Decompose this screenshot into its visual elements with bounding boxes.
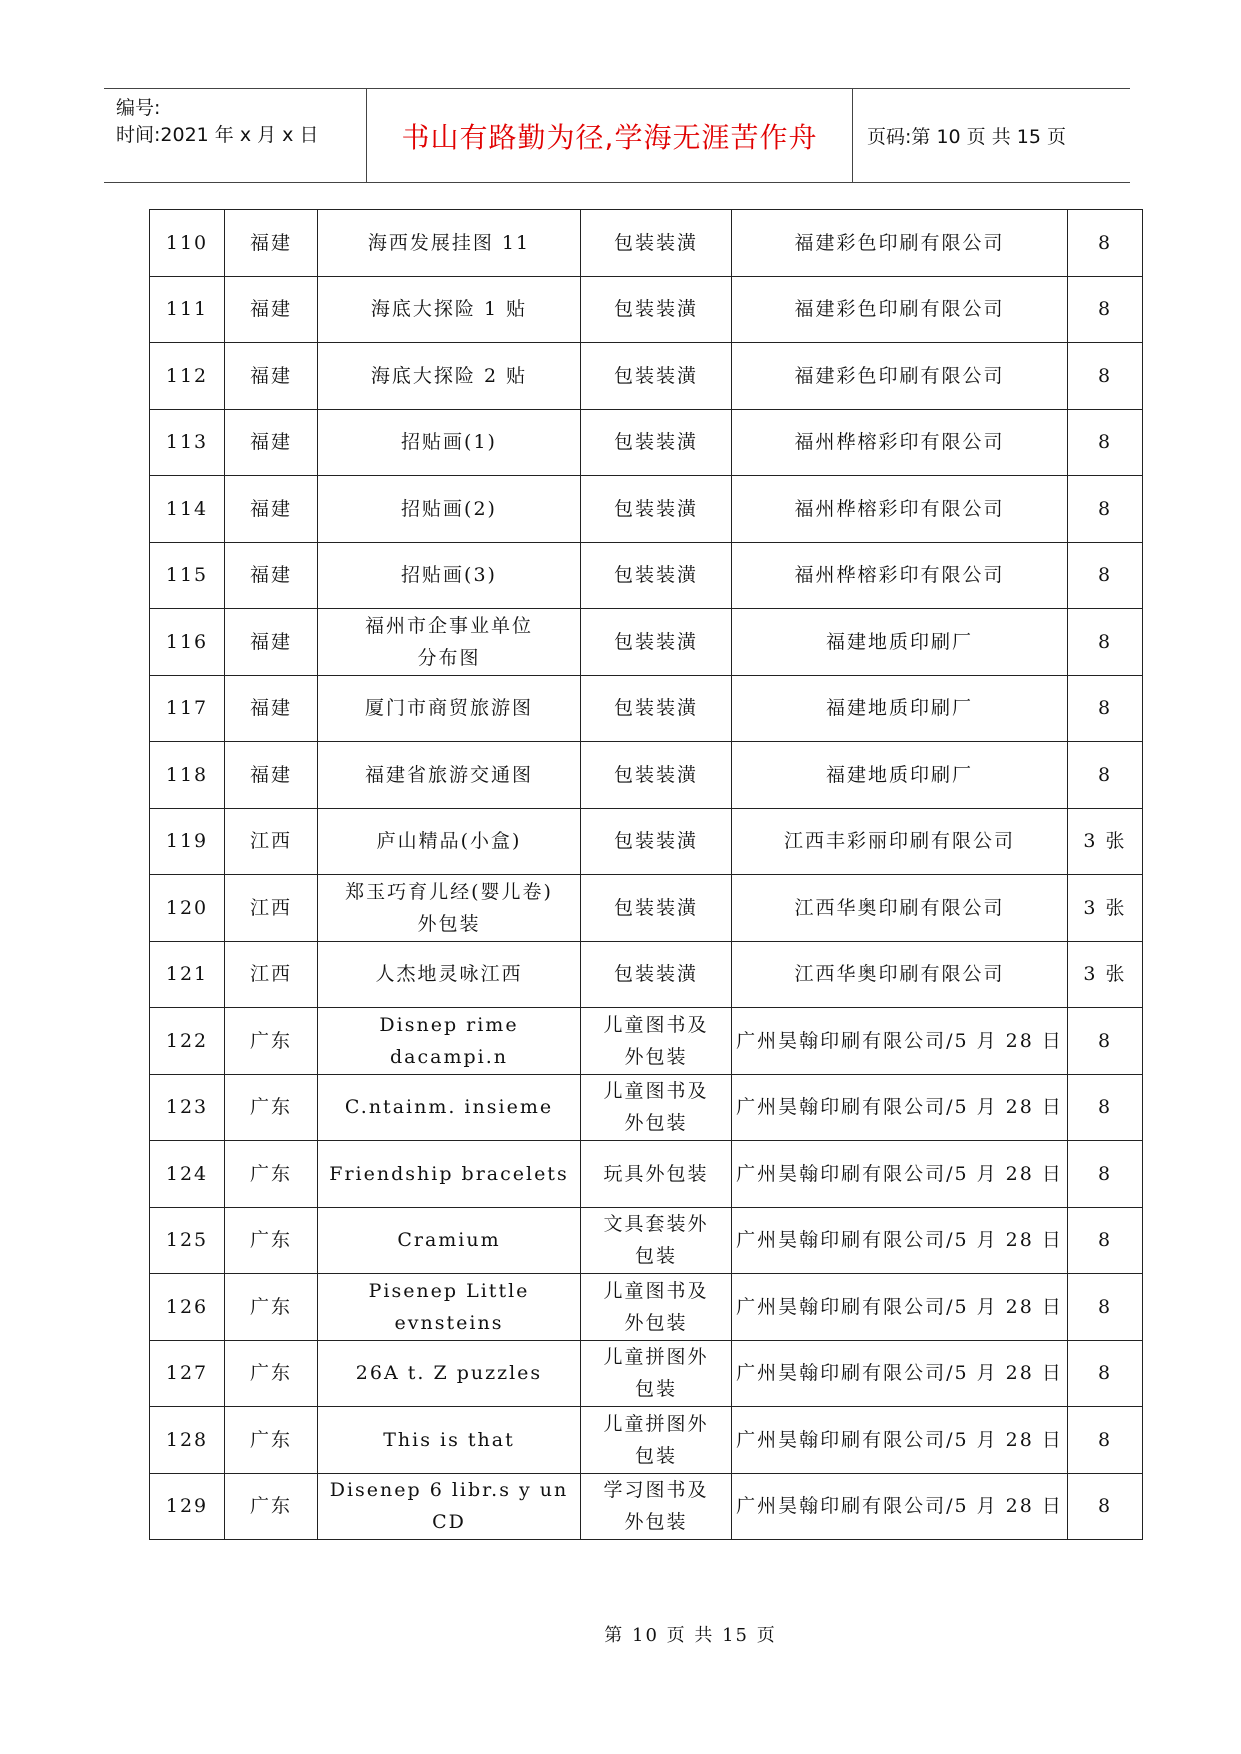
cell-company: 江西丰彩丽印刷有限公司 (732, 808, 1068, 875)
cell-category: 包装装潢 (581, 409, 732, 476)
cell-province: 福建 (225, 476, 318, 543)
cell-company: 广州昊翰印刷有限公司/5 月 28 日 (732, 1008, 1068, 1075)
cell-category: 学习图书及 外包装 (581, 1473, 732, 1540)
cell-index: 113 (150, 409, 225, 476)
cell-title: 招贴画(1) (318, 409, 581, 476)
table-row (150, 742, 1143, 809)
cell-company: 福建彩色印刷有限公司 (732, 343, 1068, 410)
product-table-body (150, 210, 1143, 1540)
cell-title: 人杰地灵咏江西 (318, 941, 581, 1008)
cell-index: 110 (150, 210, 225, 277)
cell-province: 福建 (225, 210, 318, 277)
cell-province: 江西 (225, 808, 318, 875)
cell-quantity: 8 (1068, 1340, 1143, 1407)
cell-index: 111 (150, 276, 225, 343)
cell-category: 包装装潢 (581, 276, 732, 343)
cell-quantity: 8 (1068, 1141, 1143, 1208)
table-row (150, 409, 1143, 476)
cell-index: 122 (150, 1008, 225, 1075)
table-row (150, 1340, 1143, 1407)
table-row (150, 1274, 1143, 1341)
table-row (150, 1141, 1143, 1208)
cell-company: 广州昊翰印刷有限公司/5 月 28 日 (732, 1407, 1068, 1474)
cell-province: 福建 (225, 343, 318, 410)
cell-category: 包装装潢 (581, 542, 732, 609)
table-row (150, 1074, 1143, 1141)
cell-quantity: 8 (1068, 1407, 1143, 1474)
cell-title: Disenep 6 libr.s y un CD (318, 1473, 581, 1540)
cell-quantity: 8 (1068, 210, 1143, 277)
cell-province: 福建 (225, 742, 318, 809)
cell-company: 福建地质印刷厂 (732, 742, 1068, 809)
cell-index: 115 (150, 542, 225, 609)
cell-title: 福建省旅游交通图 (318, 742, 581, 809)
cell-title: 庐山精品(小盒) (318, 808, 581, 875)
cell-index: 116 (150, 609, 225, 676)
cell-company: 广州昊翰印刷有限公司/5 月 28 日 (732, 1074, 1068, 1141)
cell-index: 119 (150, 808, 225, 875)
table-row (150, 210, 1143, 277)
cell-province: 广东 (225, 1407, 318, 1474)
cell-index: 128 (150, 1407, 225, 1474)
cell-company: 广州昊翰印刷有限公司/5 月 28 日 (732, 1340, 1068, 1407)
cell-province: 福建 (225, 675, 318, 742)
cell-title: Pisenep Little evnsteins (318, 1274, 581, 1341)
cell-category: 儿童图书及 外包装 (581, 1274, 732, 1341)
cell-category: 儿童拼图外 包装 (581, 1407, 732, 1474)
cell-index: 117 (150, 675, 225, 742)
cell-index: 114 (150, 476, 225, 543)
cell-index: 118 (150, 742, 225, 809)
cell-title: C.ntainm. insieme (318, 1074, 581, 1141)
cell-quantity: 8 (1068, 1473, 1143, 1540)
cell-title: 福州市企事业单位 分布图 (318, 609, 581, 676)
table-row (150, 476, 1143, 543)
cell-category: 包装装潢 (581, 742, 732, 809)
cell-company: 广州昊翰印刷有限公司/5 月 28 日 (732, 1274, 1068, 1341)
cell-quantity: 8 (1068, 1074, 1143, 1141)
table-row (150, 941, 1143, 1008)
table-row (150, 609, 1143, 676)
cell-quantity: 8 (1068, 343, 1143, 410)
cell-category: 包装装潢 (581, 476, 732, 543)
page-footer: 第 10 页 共 15 页 (604, 1625, 777, 1646)
cell-province: 江西 (225, 941, 318, 1008)
cell-title: 招贴画(3) (318, 542, 581, 609)
cell-category: 包装装潢 (581, 343, 732, 410)
cell-category: 儿童拼图外 包装 (581, 1340, 732, 1407)
cell-title: Disnep rime dacampi.n (318, 1008, 581, 1075)
table-row (150, 808, 1143, 875)
cell-title: 26A t. Z puzzles (318, 1340, 581, 1407)
cell-quantity: 8 (1068, 476, 1143, 543)
cell-title: Cramium (318, 1207, 581, 1274)
header-slogan-cell (367, 89, 853, 182)
cell-province: 广东 (225, 1340, 318, 1407)
cell-province: 福建 (225, 542, 318, 609)
cell-province: 江西 (225, 875, 318, 942)
cell-category: 玩具外包装 (581, 1141, 732, 1208)
cell-province: 福建 (225, 409, 318, 476)
cell-company: 福州桦榕彩印有限公司 (732, 476, 1068, 543)
cell-index: 127 (150, 1340, 225, 1407)
page-header (104, 88, 1130, 183)
cell-company: 广州昊翰印刷有限公司/5 月 28 日 (732, 1141, 1068, 1208)
cell-province: 广东 (225, 1074, 318, 1141)
header-page-cell (853, 89, 1130, 182)
cell-index: 124 (150, 1141, 225, 1208)
cell-index: 112 (150, 343, 225, 410)
cell-title: 郑玉巧育儿经(婴儿卷) 外包装 (318, 875, 581, 942)
cell-company: 福建地质印刷厂 (732, 609, 1068, 676)
cell-company: 福建彩色印刷有限公司 (732, 276, 1068, 343)
cell-index: 121 (150, 941, 225, 1008)
cell-company: 江西华奥印刷有限公司 (732, 875, 1068, 942)
table-row (150, 1207, 1143, 1274)
cell-quantity: 8 (1068, 1207, 1143, 1274)
cell-category: 包装装潢 (581, 941, 732, 1008)
cell-quantity: 8 (1068, 742, 1143, 809)
cell-category: 包装装潢 (581, 609, 732, 676)
cell-province: 广东 (225, 1274, 318, 1341)
cell-index: 125 (150, 1207, 225, 1274)
cell-company: 福州桦榕彩印有限公司 (732, 542, 1068, 609)
cell-index: 120 (150, 875, 225, 942)
cell-title: 招贴画(2) (318, 476, 581, 543)
cell-quantity: 8 (1068, 609, 1143, 676)
cell-category: 包装装潢 (581, 808, 732, 875)
cell-category: 包装装潢 (581, 875, 732, 942)
table-row (150, 1008, 1143, 1075)
product-table (149, 209, 1143, 1540)
cell-title: 海底大探险 2 贴 (318, 343, 581, 410)
cell-index: 129 (150, 1473, 225, 1540)
document-number-label: 编号: (116, 97, 161, 119)
table-row (150, 1473, 1143, 1540)
table-row (150, 875, 1143, 942)
header-meta-cell (104, 89, 367, 182)
cell-quantity: 3 张 (1068, 875, 1143, 942)
cell-province: 福建 (225, 276, 318, 343)
cell-category: 包装装潢 (581, 210, 732, 277)
cell-quantity: 8 (1068, 276, 1143, 343)
cell-quantity: 8 (1068, 409, 1143, 476)
cell-company: 福建地质印刷厂 (732, 675, 1068, 742)
cell-company: 江西华奥印刷有限公司 (732, 941, 1068, 1008)
table-row (150, 1407, 1143, 1474)
cell-company: 广州昊翰印刷有限公司/5 月 28 日 (732, 1207, 1068, 1274)
cell-company: 福州桦榕彩印有限公司 (732, 409, 1068, 476)
table-row (150, 276, 1143, 343)
header-slogan: 书山有路勤为径,学海无涯苦作舟 (401, 120, 818, 154)
cell-title: 海底大探险 1 贴 (318, 276, 581, 343)
table-row (150, 675, 1143, 742)
cell-category: 儿童图书及 外包装 (581, 1008, 732, 1075)
cell-quantity: 8 (1068, 1008, 1143, 1075)
cell-quantity: 3 张 (1068, 941, 1143, 1008)
cell-province: 广东 (225, 1207, 318, 1274)
cell-province: 广东 (225, 1008, 318, 1075)
table-row (150, 343, 1143, 410)
cell-title: Friendship bracelets (318, 1141, 581, 1208)
header-page-code: 页码:第 10 页 共 15 页 (867, 126, 1066, 148)
cell-company: 广州昊翰印刷有限公司/5 月 28 日 (732, 1473, 1068, 1540)
cell-title: This is that (318, 1407, 581, 1474)
cell-category: 包装装潢 (581, 675, 732, 742)
cell-index: 123 (150, 1074, 225, 1141)
cell-title: 海西发展挂图 11 (318, 210, 581, 277)
cell-quantity: 8 (1068, 675, 1143, 742)
cell-province: 福建 (225, 609, 318, 676)
cell-category: 儿童图书及 外包装 (581, 1074, 732, 1141)
cell-quantity: 8 (1068, 1274, 1143, 1341)
cell-company: 福建彩色印刷有限公司 (732, 210, 1068, 277)
cell-quantity: 3 张 (1068, 808, 1143, 875)
cell-province: 广东 (225, 1473, 318, 1540)
document-time-label: 时间:2021 年 x 月 x 日 (116, 124, 319, 146)
cell-quantity: 8 (1068, 542, 1143, 609)
cell-index: 126 (150, 1274, 225, 1341)
cell-province: 广东 (225, 1141, 318, 1208)
cell-category: 文具套装外 包装 (581, 1207, 732, 1274)
cell-title: 厦门市商贸旅游图 (318, 675, 581, 742)
table-row (150, 542, 1143, 609)
